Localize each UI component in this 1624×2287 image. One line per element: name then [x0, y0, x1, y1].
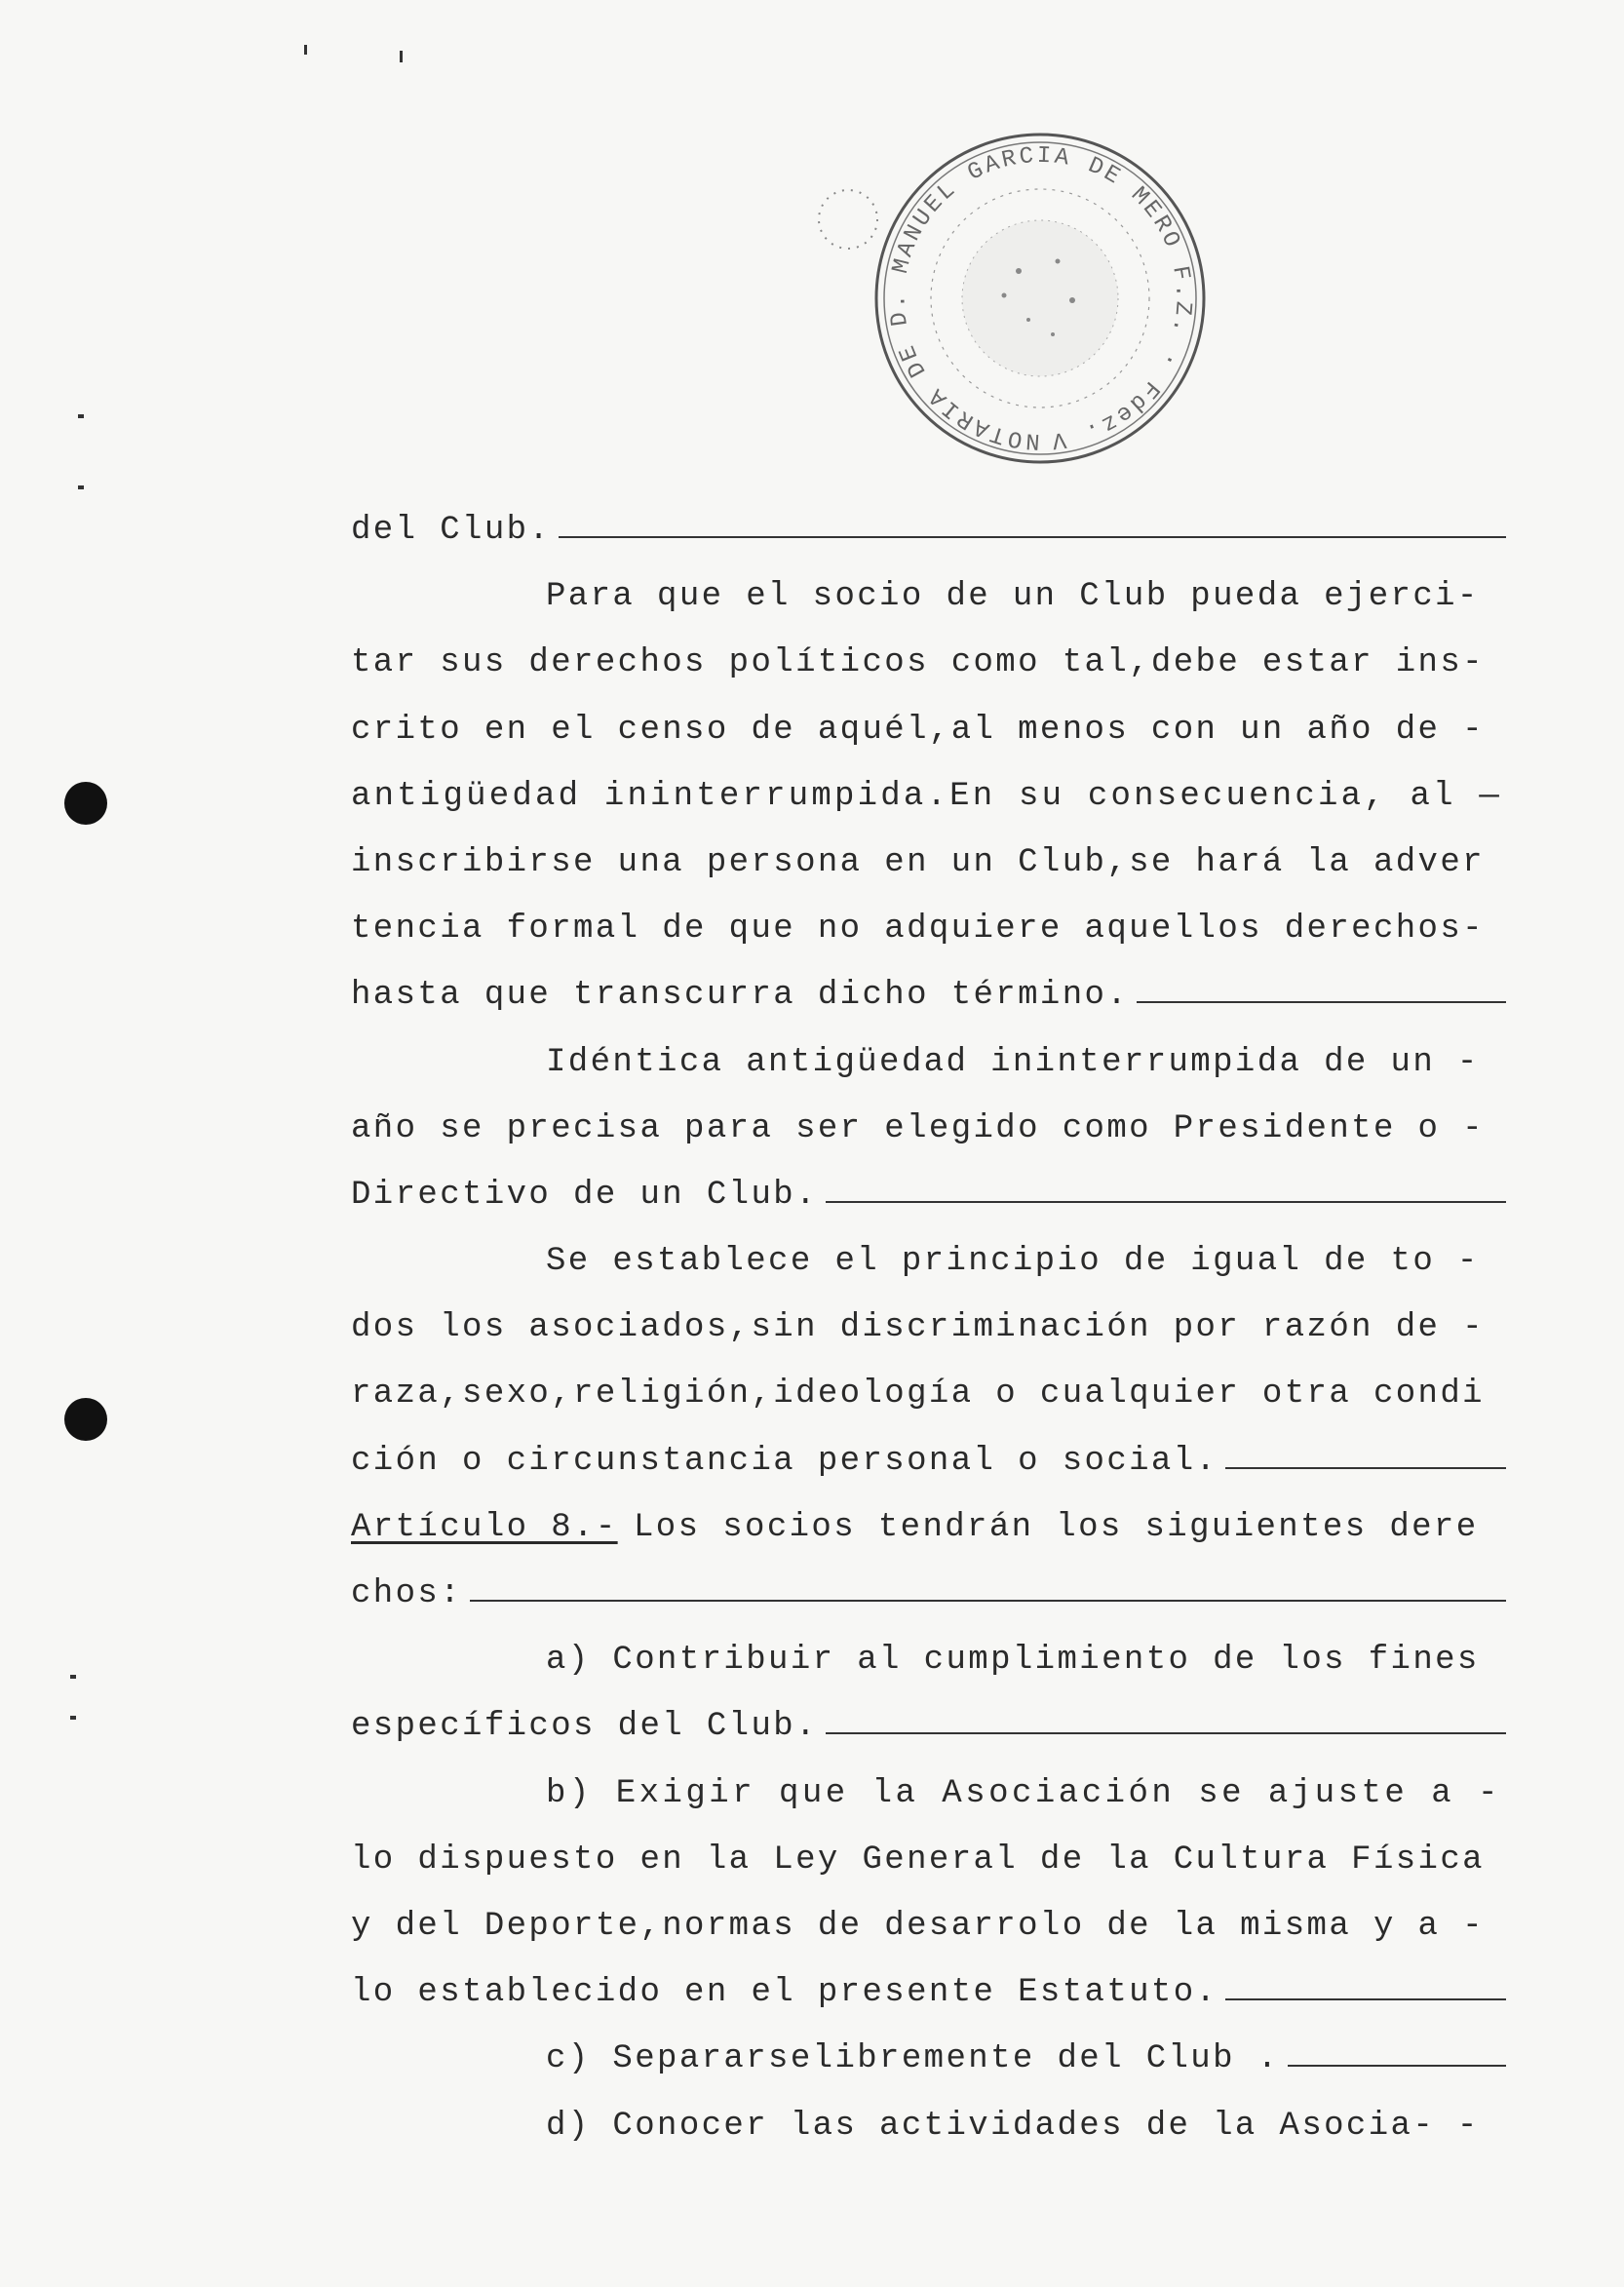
ink-speck: [304, 45, 307, 55]
text-line: [351, 962, 1506, 1028]
text-line: [351, 1096, 1506, 1162]
line-text: tar sus derechos políticos como tal,debe estar ins-: [351, 644, 1485, 682]
fill-dash-line: [1225, 1467, 1506, 1469]
line-text: inscribirse una persona en un Club,se hará la adver: [351, 843, 1485, 881]
fill-dash-line: [826, 1732, 1506, 1734]
text-line: [351, 830, 1506, 896]
fill-dash-line: [1288, 2065, 1506, 2067]
line-text: Se establece el principio de igual de to -: [546, 1243, 1480, 1281]
text-line: [351, 1428, 1506, 1494]
text-line: [351, 763, 1506, 830]
notary-seal: [872, 125, 1209, 471]
seal-text: NOTARIA DE D. MANUEL GARCIA DE MERO F.Z. · Fdez. V: [885, 142, 1196, 454]
text-line: [351, 1893, 1506, 1959]
line-text: lo establecido en el presente Estatuto.: [351, 1974, 1218, 2012]
ink-speck: [78, 485, 84, 489]
line-text: Para que el socio de un Club pueda ejerci-: [546, 578, 1480, 616]
ink-speck: [78, 414, 84, 418]
text-line: [351, 497, 1506, 563]
document-body-text: [351, 497, 1506, 2159]
line-text: Los socios tendrán los siguientes dere: [634, 1508, 1479, 1546]
text-line: [351, 1228, 1506, 1295]
line-text: del Club.: [351, 512, 552, 549]
text-line: [351, 2026, 1506, 2092]
text-line: [351, 1494, 1506, 1561]
text-line: [351, 896, 1506, 962]
line-text: año se precisa para ser elegido como Presidente o -: [351, 1109, 1485, 1147]
punch-hole-upper: [64, 782, 107, 825]
seal-stamp-icon: [872, 125, 1209, 471]
text-line: [351, 1029, 1506, 1096]
line-text: dos los asociados,sin discriminación por razón de -: [351, 1309, 1485, 1347]
line-text: a) Contribuir al cumplimiento de los fines: [546, 1642, 1480, 1680]
fill-dash-line: [826, 1201, 1506, 1203]
punch-hole-lower: [64, 1398, 107, 1441]
line-text: ción o circunstancia personal o social.: [351, 1442, 1218, 1480]
line-text: d) Conocer las actividades de la Asocia- -: [546, 2107, 1480, 2145]
ink-speck: [70, 1675, 76, 1679]
line-text: lo dispuesto en la Ley General de la Cultura Física: [351, 1841, 1485, 1879]
line-text: y del Deporte,normas de desarrolo de la misma y a -: [351, 1907, 1485, 1945]
text-line: [351, 1827, 1506, 1893]
line-text: raza,sexo,religión,ideología o cualquier otra condi: [351, 1376, 1485, 1414]
line-text: Directivo de un Club.: [351, 1176, 818, 1214]
line-text: específicos del Club.: [351, 1708, 818, 1746]
line-text: Idéntica antigüedad ininterrumpida de un -: [546, 1043, 1480, 1081]
fill-dash-line: [1137, 1001, 1506, 1003]
article-heading: Artículo 8.-: [351, 1508, 618, 1546]
text-line: [351, 563, 1506, 630]
line-text: chos:: [351, 1575, 463, 1612]
line-text: crito en el censo de aquél,al menos con un año de -: [351, 711, 1485, 749]
line-text: c) Separarselibremente del Club .: [546, 2040, 1280, 2078]
ink-speck: [70, 1716, 76, 1720]
fill-dash-line: [1225, 1998, 1506, 2000]
text-line: [351, 1959, 1506, 2026]
text-line: [351, 2093, 1506, 2159]
text-line: [351, 1361, 1506, 1427]
line-text: antigüedad ininterrumpida.En su consecuencia, al —: [351, 777, 1502, 815]
fill-dash-line: [559, 536, 1506, 538]
ink-speck: [400, 51, 403, 62]
text-line: [351, 1693, 1506, 1760]
text-line: [351, 1295, 1506, 1361]
text-line: [351, 1761, 1506, 1827]
faint-stamp-mark-icon: [809, 180, 887, 258]
text-line: [351, 697, 1506, 763]
text-line: [351, 1162, 1506, 1228]
line-text: tencia formal de que no adquiere aquellos derechos-: [351, 911, 1485, 949]
text-line: [351, 630, 1506, 696]
text-line: [351, 1561, 1506, 1627]
line-text: hasta que transcurra dicho término.: [351, 977, 1130, 1015]
text-line: [351, 1627, 1506, 1693]
fill-dash-line: [470, 1600, 1506, 1602]
line-text: b) Exigir que la Asociación se ajuste a -: [546, 1774, 1501, 1812]
